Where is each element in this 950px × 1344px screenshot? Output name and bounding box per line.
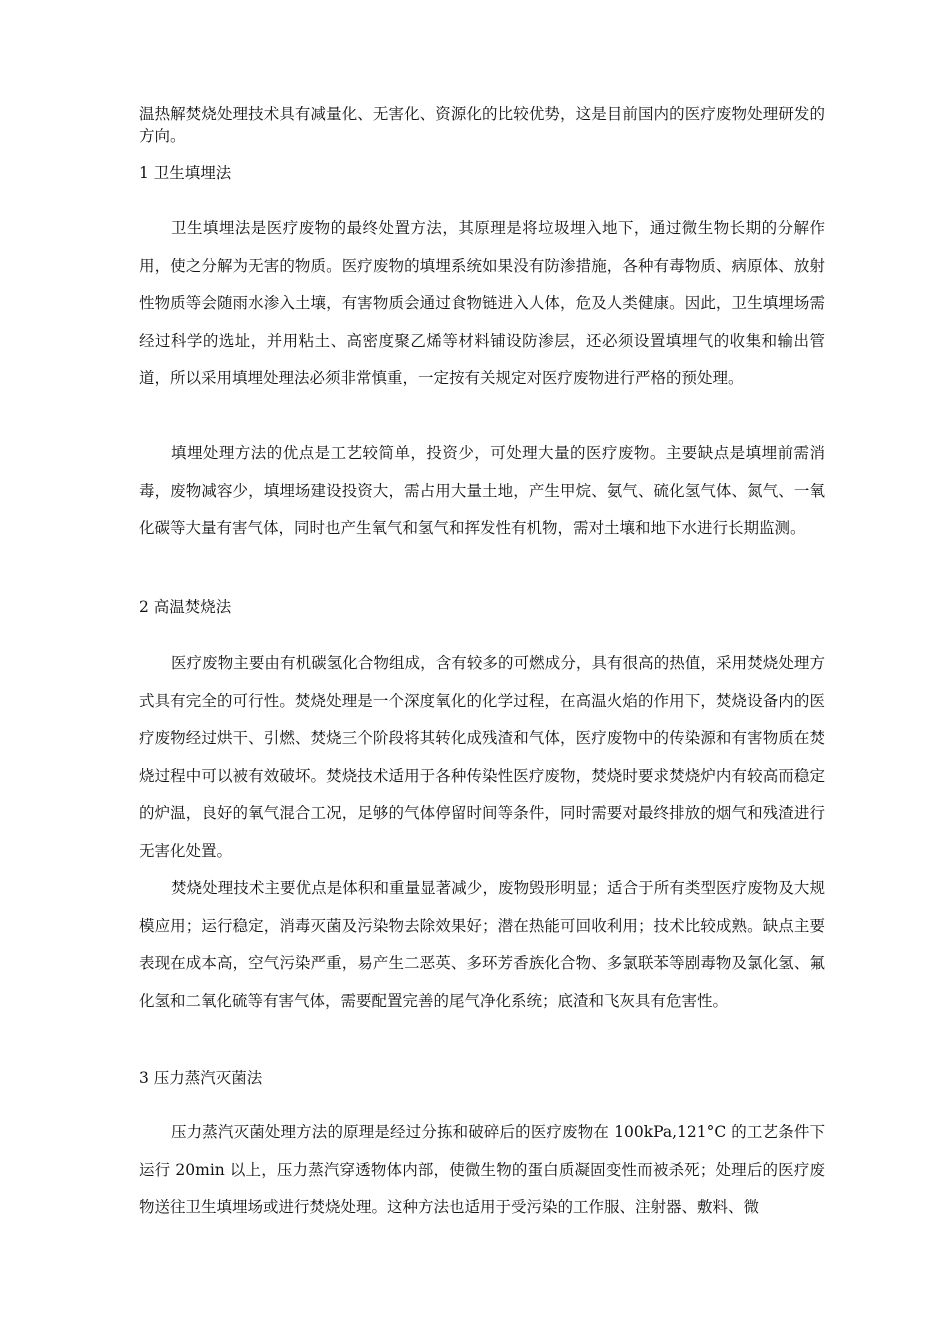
section-heading-steam-sterilization: 3 压力蒸汽灭菌法 bbox=[139, 1069, 263, 1087]
paragraph-landfill-principle: 卫生填埋法是医疗废物的最终处置方法，其原理是将垃圾埋入地下，通过微生物长期的分解作用，使之分解为无害的物质。医疗废物的填埋系统如果没有防渗措施，各种有毒物质、病原体、放射性物质等会随雨水渗入土壤，有害物质会通过食物链进入人体，危及人类健康。因此，卫生填埋场需经过科学的选址，并用粘土、高密度聚乙烯等材料铺设防渗层，还必须设置填埋气的收集和输出管道，所以采用填埋处理法必须非常慎重，一定按有关规定对医疗废物进行严格的预处理。 bbox=[139, 219, 825, 387]
intro-paragraph: 温热解焚烧处理技术具有减量化、无害化、资源化的比较优势，这是目前国内的医疗废物处理研发的方向。 bbox=[139, 105, 825, 145]
paragraph-incineration-pros-cons: 焚烧处理技术主要优点是体积和重量显著减少，废物毁形明显；适合于所有类型医疗废物及大规模应用；运行稳定，消毒灭菌及污染物去除效果好；潜在热能可回收利用；技术比较成熟。缺点主要表现在成本高，空气污染严重，易产生二恶英、多环芳香族化合物、多氯联苯等剧毒物及氯化氢、氟化氢和二氧化硫等有害气体，需要配置完善的尾气净化系统；底渣和飞灰具有危害性。 bbox=[139, 879, 825, 1010]
section-heading-landfill: 1 卫生填埋法 bbox=[139, 164, 232, 182]
section-heading-incineration: 2 高温焚烧法 bbox=[139, 598, 232, 616]
paragraph-landfill-pros-cons: 填埋处理方法的优点是工艺较简单，投资少，可处理大量的医疗废物。主要缺点是填埋前需消毒，废物减容少，填埋场建设投资大，需占用大量土地，产生甲烷、氨气、硫化氢气体、氮气、一氧化碳等大量有害气体，同时也产生氧气和氢气和挥发性有机物，需对土壤和地下水进行长期监测。 bbox=[139, 444, 825, 537]
paragraph-incineration-principle: 医疗废物主要由有机碳氢化合物组成，含有较多的可燃成分，具有很高的热值，采用焚烧处理方式具有完全的可行性。焚烧处理是一个深度氧化的化学过程，在高温火焰的作用下，焚烧设备内的医疗废物经过烘干、引燃、焚烧三个阶段将其转化成残渣和气体，医疗废物中的传染源和有害物质在焚烧过程中可以被有效破坏。焚烧技术适用于各种传染性医疗废物，焚烧时要求焚烧炉内有较高而稳定的炉温，良好的氧气混合工况，足够的气体停留时间等条件，同时需要对最终排放的烟气和残渣进行无害化处置。 bbox=[139, 654, 825, 860]
paragraph-steam-sterilization: 压力蒸汽灭菌处理方法的原理是经过分拣和破碎后的医疗废物在 100kPa,121°C 的工艺条件下运行 20min 以上，压力蒸汽穿透物体内部，使微生物的蛋白质凝固变性而被杀死；处理后的医疗废物送往卫生填埋场或进行焚烧处理。这种方法也适用于受污染的工作服、注射器、敷料、微 bbox=[139, 1123, 825, 1216]
